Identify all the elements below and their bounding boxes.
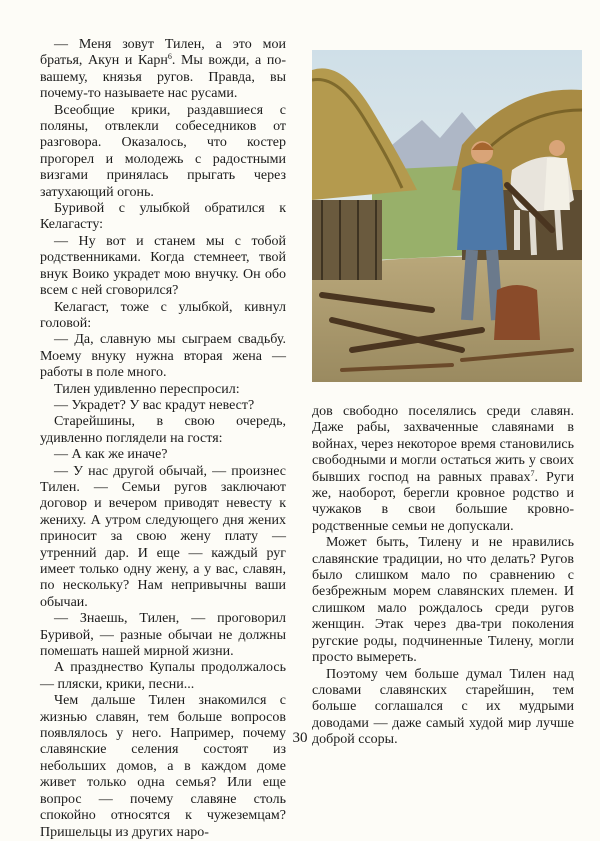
paragraph: — Украдет? У вас крадут невест? xyxy=(54,397,255,413)
paragraph: Буривой с улыбкой обратился к Келагасту: xyxy=(40,201,286,233)
footnote-marker[interactable]: 7 xyxy=(530,468,535,478)
left-text-column xyxy=(40,37,286,841)
paragraph: — Меня зовут Тилен, а это мои братья, Акун и Карн$^6$. Мы вожди, а по-вашему, князья ругов. Правда, вы почему-то называете нас русами. xyxy=(40,37,286,102)
page-number: 30 xyxy=(292,730,308,746)
paragraph: — А как же иначе? xyxy=(54,447,168,463)
footnote-marker[interactable]: 6 xyxy=(167,52,172,62)
paragraph: Может быть, Тилену и не нравились славянские традиции, но что делать? Ругов было слишком мало по сравнению с безбрежным морем славянских племен. И слишком мало рождалось среди ругов женщин. Этак через два-три поколения ругские роды, подчиненные Тилену, могли просто вымереть. xyxy=(312,535,574,666)
paragraph: Чем дальше Тилен знакомился с жизнью славян, тем больше вопросов появлялось у него. Например, почему славянские селения состоят из небольших домов, а в каждом доме живет только одна семья? Или еще вопрос — почему славяне столь спокойно относятся к чужеземцам? Пришельцы из других наро- xyxy=(40,693,286,840)
paragraph: Тилен удивленно переспросил: xyxy=(54,381,240,397)
paragraph: дов свободно поселялись среди славян. Даже рабы, захваченные славянами в войнах, через некоторое время становились свободными и могли остаться жить у своих бывших господ на равных правах$^7$. Руги же, наоборот, берегли кровное родство и чужаков в свои большие кровно-родственные семьи не допускали. xyxy=(312,404,574,534)
paragraph: Старейшины, в свою очередь, удивленно поглядели на гостя: xyxy=(40,414,286,446)
paragraph: — Ну вот и станем мы с тобой родственниками. Когда стемнеет, твой внук Воико украдет мою внучку. Он обо всем с ней сговорился? xyxy=(40,233,286,299)
paragraph: Келагаст, тоже с улыбкой, кивнул головой: xyxy=(40,299,286,331)
paragraph: Всеобщие крики, раздавшиеся с поляны, отвлекли собеседников от разговора. Оказалось, что костер прогорел и молодежь с радостными визгами принялась прыгать через затухающий огонь. xyxy=(40,102,286,200)
paragraph: — У нас другой обычай, — произнес Тилен. — Семьи ругов заключают договор и вечером приводят невесту к жениху. А утром следующего дня жених приносит за свою жену плату — утренний дар. И еще — каждый руг имеет только одну жену, а у вас, славян, по нескольку? Нам непривычны ваши обычаи. xyxy=(40,463,286,610)
right-text-column xyxy=(312,404,574,749)
paragraph: — Знаешь, Тилен, — проговорил Буривой, — разные обычаи не должны помешать нашей мирной жизни. xyxy=(40,611,286,660)
village-illustration xyxy=(312,50,582,382)
paragraph: Поэтому чем больше думал Тилен над словами славянских старейшин, тем больше соглашался с их мудрыми доводами — даже самый худой мир лучше доброй ссоры. xyxy=(312,666,574,748)
paragraph: — Да, славную мы сыграем свадьбу. Моему внуку нужна вторая жена — работы в поле много. xyxy=(40,332,286,381)
paragraph: А празднество Купалы продолжалось — пляски, крики, песни... xyxy=(40,660,286,692)
